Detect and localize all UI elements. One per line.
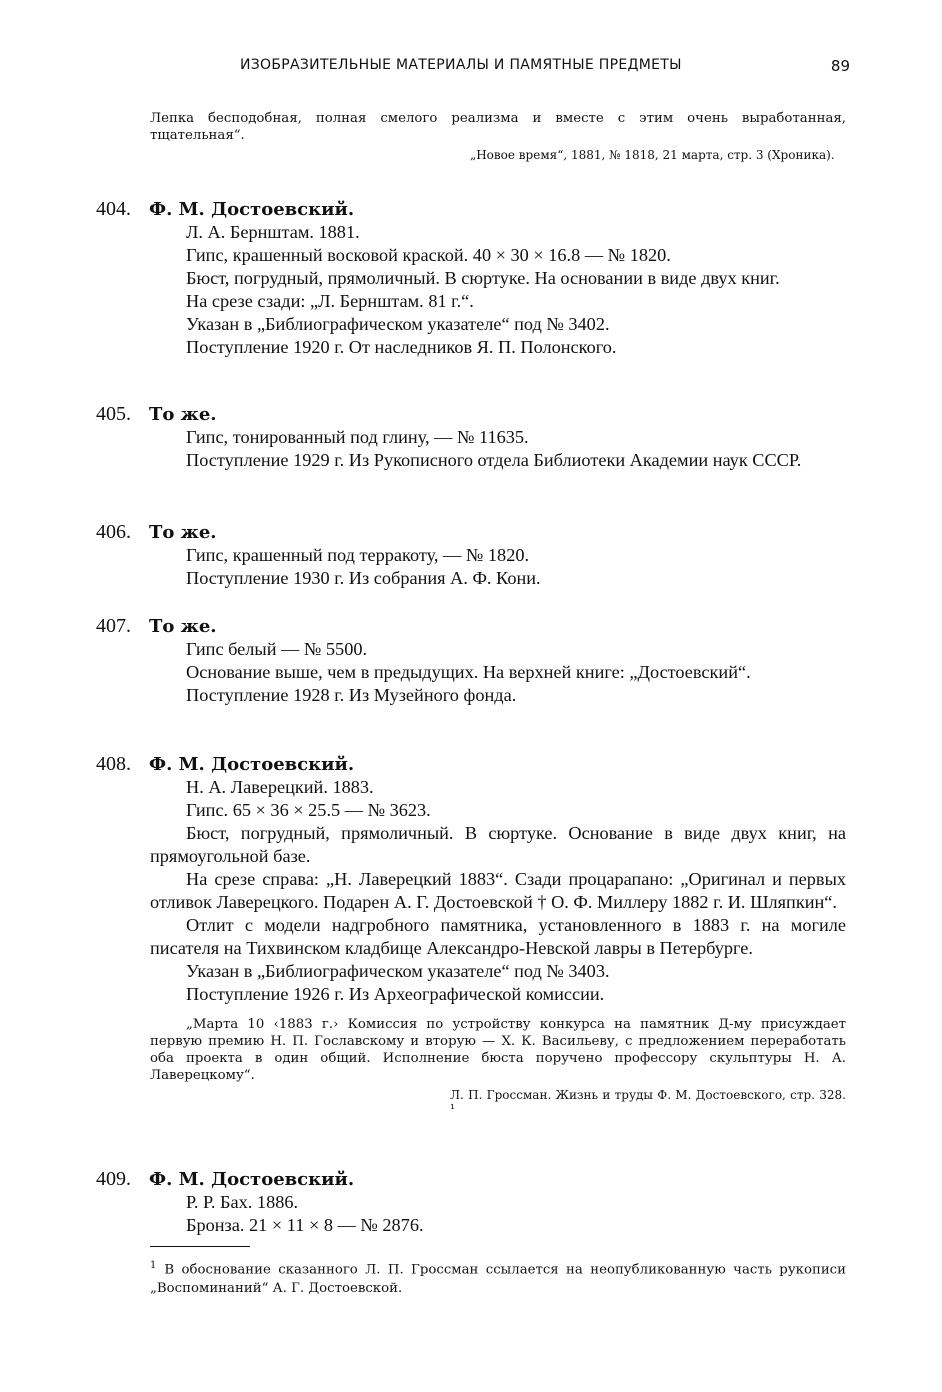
catalog-entry-407 [96,615,846,707]
quote-source: Л. П. Гроссман. Жизнь и труды Ф. М. Достоевского, стр. 328. ¹ [450,1088,846,1116]
entry-number: 404. [96,198,131,220]
footnote [150,1256,846,1298]
entry-title: Ф. М. Достоевский. [149,1169,355,1190]
entry-quote [150,1016,846,1116]
entry-paragraph: Указан в „Библиографическом указателе“ под № 3402. [186,314,610,334]
entry-line: Н. А. Лаверецкий. 1883. [186,777,374,797]
entry-heading [96,198,846,221]
entry-line: Гипс, крашенный под терракоту, — № 1820. [186,545,530,565]
entry-paragraph: Поступление 1929 г. Из Рукописного отдела Библиотеки Академии наук СССР. [186,450,802,470]
entry-heading [96,521,846,544]
entry-paragraph: Бюст, погрудный, прямоличный. В сюртуке. Основание в виде двух книг, на прямоугольной базе. [150,823,846,866]
entry-heading [96,1168,846,1191]
entry-title: То же. [149,522,217,543]
footnote-mark: 1 [150,1260,157,1271]
entry-title: Ф. М. Достоевский. [149,754,355,775]
catalog-entry-404 [96,198,846,359]
entry-line: Поступление 1930 г. Из собрания А. Ф. Кони. [186,568,541,588]
entry-paragraph: Отлит с модели надгробного памятника, установленного в 1883 г. на могиле писателя на Тихвинском кладбище Александро-Невской лавры в Петербурге. [150,915,846,958]
entry-title: Ф. М. Достоевский. [149,199,355,220]
entry-paragraph: На срезе справа: „Н. Лаверецкий 1883“. Сзади процарапано: „Оригинал и первых отливок Лаверецкого. Подарен А. Г. Достоевской † О. Ф. Миллеру 1882 г. И. Шляпкин“. [150,869,846,912]
entry-title: То же. [149,404,217,425]
entry-heading [96,403,846,426]
quote-text: „Марта 10 ‹1883 г.› Комиссия по устройству конкурса на памятник Д-му присуждает первую премию Н. П. Гославскому и вторую — Х. К. Васильеву, с предложением переработать оба проекта в один общий. Исполнение бюста поручено профессору скульптуры Н. А. Лаверецкому“. [150,1017,846,1083]
entry-line: Гипс, крашенный восковой краской. 40 × 30 × 16.8 — № 1820. [186,245,671,265]
quote-text: Лепка бесподобная, полная смелого реализма и вместе с этим очень выработанная, тщательная“. [150,111,846,143]
entry-line: Р. Р. Бах. 1886. [186,1192,299,1212]
entry-heading [96,615,846,638]
entry-line: Гипс белый — № 5500. [186,639,368,659]
entry-number: 406. [96,521,131,543]
entry-title: То же. [149,616,217,637]
entry-line: Л. А. Бернштам. 1881. [186,222,360,242]
catalog-entry-409 [96,1168,846,1237]
entry-number: 409. [96,1168,131,1190]
entry-paragraph: Бюст, погрудный, прямоличный. В сюртуке. На основании в виде двух книг. [186,268,780,288]
page-header [150,57,850,81]
footnote-divider [150,1246,250,1247]
running-head: ИЗОБРАЗИТЕЛЬНЫЕ МАТЕРИАЛЫ И ПАМЯТНЫЕ ПРЕДМЕТЫ [240,57,682,73]
catalog-entry-408 [96,753,846,1116]
entry-heading [96,753,846,776]
entry-paragraph: Указан в „Библиографическом указателе“ под № 3403. [186,961,610,981]
entry-line: Гипс. 65 × 36 × 25.5 — № 3623. [186,800,431,820]
entry-paragraph: На срезе сзади: „Л. Бернштам. 81 г.“. [186,291,474,311]
entry-paragraph: Поступление 1920 г. От наследников Я. П. Полонского. [186,337,617,357]
entry-paragraph: Основание выше, чем в предыдущих. На верхней книге: „Достоевский“. [186,662,751,682]
quote-source: „Новое время“, 1881, № 1818, 21 марта, стр. 3 (Хроника). [470,148,835,162]
top-quote [150,110,846,162]
entry-number: 405. [96,403,131,425]
entry-line: Гипс, тонированный под глину, — № 11635. [186,427,529,447]
footnote-text: В обоснование сказанного Л. П. Гроссман ссылается на неопубликованную часть рукописи „Воспоминаний“ А. Г. Достоевской. [150,1262,846,1297]
page-number: 89 [830,57,850,75]
entry-paragraph: Поступление 1926 г. Из Археографической комиссии. [186,984,605,1004]
entry-number: 407. [96,615,131,637]
entry-paragraph: Поступление 1928 г. Из Музейного фонда. [186,685,517,705]
entry-number: 408. [96,753,131,775]
entry-line: Бронза. 21 × 11 × 8 — № 2876. [186,1215,424,1235]
catalog-entry-405 [96,403,846,472]
catalog-entry-406 [96,521,846,590]
